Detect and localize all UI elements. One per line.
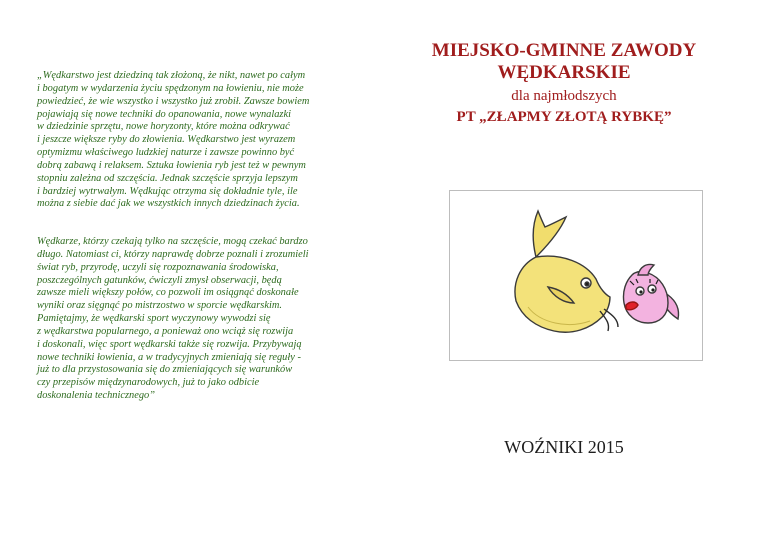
event-title	[400, 40, 728, 84]
quote-paragraph-2: Wędkarze, którzy czekają tylko na szczęście, mogą czekać bardzo długo. Natomiast ci, którzy naprawdę dobrze poznali i zrozumieli świat ryb, przyrodę, uczyli się rozpoznawania środowiska, poszczególnych gatunków, ćwiczyli zmysł obserwacji, będą zawsze mieli większy połów, co pozwoli im osiągnąć doskonałe wyniki oraz sięgnąć po mistrzostwo w sporcie wędkarskim. Pamiętajmy, że wędkarski sport wyczynowy wywodzi się z wędkarstwa popularnego, a ponieważ ono wciąż się rozwija i doskonali, więc sport wędkarski także się rozwija. Przybywają nowe techniki łowienia, a w tradycyjnych zmieniają się reguły - już to dla przystosowania się do zmieniających się warunków czy przepisów międzynarodowych, już to jako odbicie doskonalenia technicznego”	[37, 236, 309, 402]
event-subtitle: dla najmłodszych	[511, 88, 617, 104]
pink-fish-image	[623, 264, 678, 323]
event-title-line-1: MIEJSKO-GMINNE ZAWODY	[431, 40, 697, 61]
event-title-line-2: WĘDKARSKIE	[497, 62, 631, 83]
yellow-fish-image	[515, 211, 618, 332]
quote-paragraph-1: „Wędkarstwo jest dziedziną tak złożoną, że nikt, nawet po całym i bogatym w wydarzenia życiu spędzonym na łowieniu, nie może powiedzieć, że wie wszystko i wszystko już zrobił. Zawsze bowiem pojawiają się nowe techniki do opanowania, nowe wynalazki w dziedzinie sprzętu, nowe horyzonty, które można odkrywać i jeszcze większe ryby do złowienia. Wędkarstwo jest wyrazem optymizmu właściwego ludzkiej naturze i zawsze powinno być dobrą zabawą i relaksem. Sztuka łowienia ryb jest też w pewnym stopniu zależna od szczęścia. Jednak szczęście sprzyja lepszym i bardziej wytrwałym. Wędkując otrzyma się dokładnie tyle, ile można z siebie dać jak we wszystkich innych dziedzinach życia.	[37, 70, 310, 210]
place-and-year: WOŹNIKI 2015	[504, 437, 624, 457]
event-motto: PT „ZŁAPMY ZŁOTĄ RYBKĘ”	[456, 109, 672, 125]
fish-illustration	[449, 190, 703, 361]
